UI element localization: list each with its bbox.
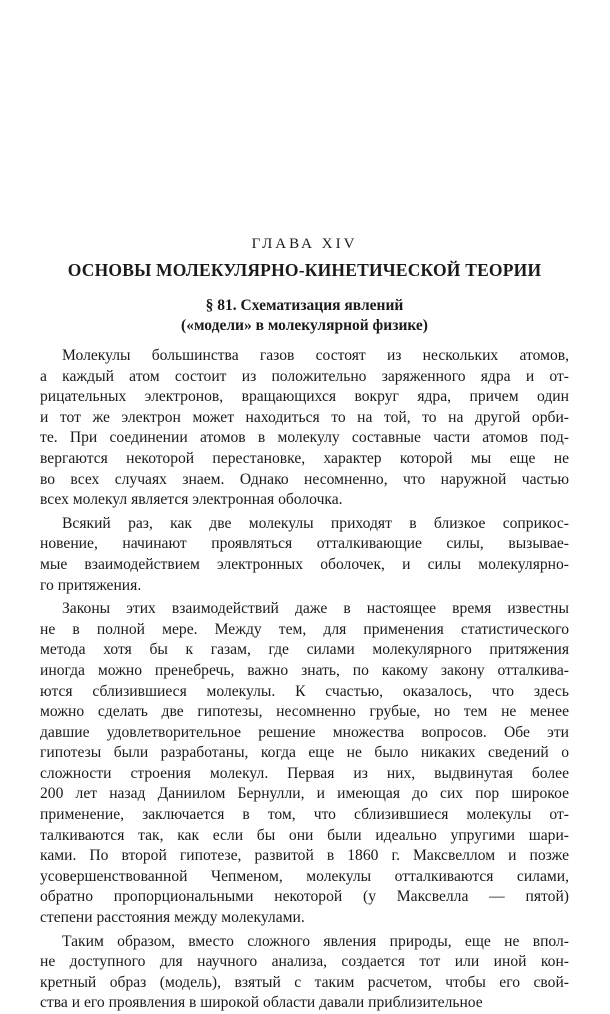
text-line: всех молекул является электронная оболочка. — [40, 491, 343, 509]
text-line: применение, заключается в том, что сблизившиеся молекулы от- — [40, 806, 569, 824]
text-line: Законы этих взаимодействий даже в настоящее время известны — [62, 600, 569, 618]
text-line: можно сделать две гипотезы, несомненно грубые, но тем не менее — [40, 703, 569, 721]
text-line: а каждый атом состоит из положительно заряженного ядра и от- — [40, 367, 569, 385]
text-line: ства и его проявления в широкой области давали приблизительное — [40, 994, 483, 1012]
chapter-title: ОСНОВЫ МОЛЕКУЛЯРНО-КИНЕТИЧЕСКОЙ ТЕОРИИ — [67, 260, 542, 280]
text-line: не доступного для научного анализа, создается тот или иной кон- — [40, 953, 569, 971]
text-line: го притяжения. — [40, 576, 142, 594]
text-line: вергаются некоторой перестановке, характер которой мы еще не — [40, 449, 569, 467]
text-line: Молекулы большинства газов состоят из нескольких атомов, — [62, 347, 569, 364]
text-line: те. При соединении атомов в молекулу составные части атомов под- — [40, 429, 569, 447]
text-line: ются сблизившиеся молекулы. К счастью, оказалось, что здесь — [40, 682, 569, 700]
text-line: рицательных электронов, вращающихся вокруг ядра, причем один — [40, 388, 569, 406]
paragraph — [40, 599, 569, 929]
text-line: гипотезы были разработаны, когда еще не было никаких сведений о — [40, 744, 569, 762]
text-line: во всех случаях знаем. Однако несомненно, что наружной частью — [40, 470, 569, 488]
text-line: обратно пропорциональными некоторой (у Максвелла — пятой) — [40, 888, 569, 906]
text-line: ками. По второй гипотезе, развитой в 1860 г. Максвеллом и позже — [40, 847, 569, 865]
text-line: степени расстояния между молекулами. — [40, 909, 305, 927]
text-line: Таким образом, вместо сложного явления природы, еще не впол- — [62, 932, 569, 950]
text-line: 200 лет назад Даниилом Бернулли, и имеющая до сих пор широкое — [40, 785, 569, 803]
section-title — [40, 296, 569, 336]
text-line: иногда можно пренебречь, важно знать, по какому закону отталкива- — [40, 661, 569, 679]
section-title-line-1: § 81. Схематизация явлений — [205, 297, 404, 314]
text-line: метода хотя бы к газам, где силами молекулярного притяжения — [40, 641, 569, 659]
text-line: не в полной мере. Между тем, для применения статистического — [40, 620, 569, 638]
text-line: усовершенствованной Чепменом, молекулы отталкиваются силами, — [40, 867, 569, 885]
text-line: новение, начинают проявляться отталкивающие силы, вызывае- — [40, 535, 569, 553]
paragraph — [40, 514, 569, 596]
body-text — [40, 346, 569, 1014]
text-line: мые взаимодействием электронных оболочек, и силы молекулярно- — [40, 555, 569, 573]
paragraph — [40, 932, 569, 1014]
text-line: кретный образ (модель), взятый с таким расчетом, чтобы его свой- — [40, 973, 569, 991]
text-line: давшие удовлетворительное решение множества вопросов. Обе эти — [40, 723, 569, 741]
text-line: и тот же электрон может находиться то на той, то на другой орби- — [40, 408, 569, 426]
text-line: сложности строения молекул. Первая из них, выдвинутая более — [40, 764, 569, 782]
text-line: талкиваются так, как если бы они были идеально упругими шари- — [40, 826, 569, 844]
section-title-line-2: («модели» в молекулярной физике) — [181, 317, 428, 334]
chapter-label: ГЛАВА XIV — [251, 236, 358, 252]
paragraph — [40, 346, 569, 511]
text-line: Всякий раз, как две молекулы приходят в близкое соприкос- — [62, 514, 569, 532]
